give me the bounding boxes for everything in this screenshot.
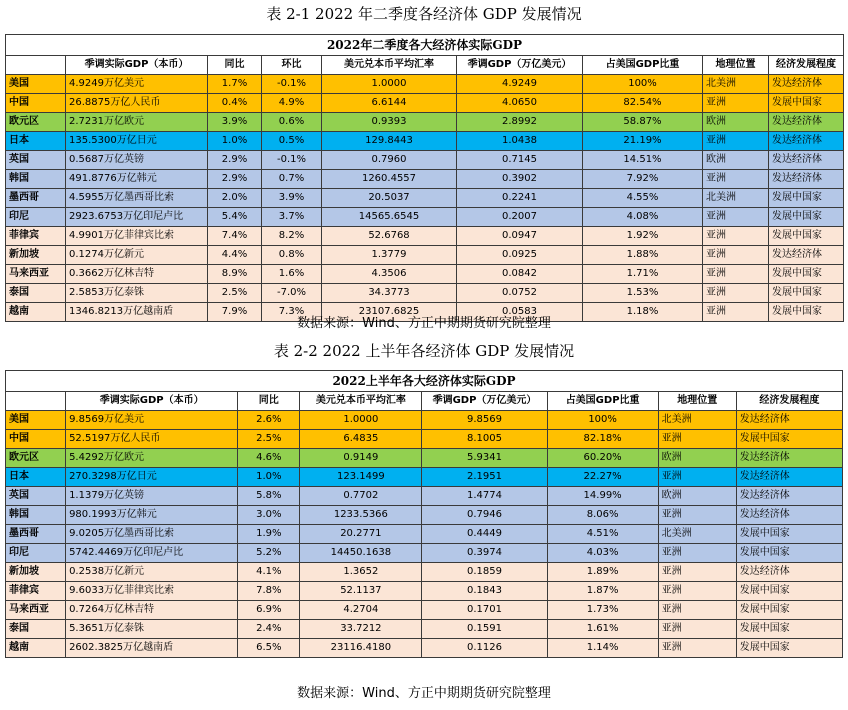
table-cell: 亚洲 bbox=[703, 284, 769, 303]
table-cell: 1.92% bbox=[583, 227, 703, 246]
table-cell: 5742.4469万亿印尼卢比 bbox=[66, 544, 238, 563]
table-cell: 4.5955万亿墨西哥比索 bbox=[66, 189, 208, 208]
column-header: 同比 bbox=[208, 56, 262, 75]
table-cell: 0.3662万亿林吉特 bbox=[66, 265, 208, 284]
economy-name: 日本 bbox=[6, 468, 66, 487]
table-cell: 23107.6825 bbox=[322, 303, 457, 322]
table-cell: 9.8569 bbox=[422, 411, 547, 430]
table-cell: 1.53% bbox=[583, 284, 703, 303]
table-cell: 7.8% bbox=[238, 582, 300, 601]
table-cell: 欧洲 bbox=[658, 449, 736, 468]
table-cell: 58.87% bbox=[583, 113, 703, 132]
table-cell: 4.0650 bbox=[457, 94, 583, 113]
economy-name: 墨西哥 bbox=[6, 525, 66, 544]
column-header bbox=[6, 56, 66, 75]
economy-name: 中国 bbox=[6, 94, 66, 113]
table-row bbox=[6, 151, 844, 170]
table-cell: 发达经济体 bbox=[769, 113, 844, 132]
economy-name: 美国 bbox=[6, 411, 66, 430]
table-cell: 33.7212 bbox=[300, 620, 422, 639]
table-cell: -0.1% bbox=[262, 75, 322, 94]
table-cell: 发展中国家 bbox=[736, 639, 842, 658]
table-cell: 8.9% bbox=[208, 265, 262, 284]
table-cell: 0.2241 bbox=[457, 189, 583, 208]
table-cell: 4.9249万亿美元 bbox=[66, 75, 208, 94]
column-header: 季调实际GDP（本币） bbox=[66, 56, 208, 75]
table-row bbox=[6, 94, 844, 113]
table-cell: 0.0752 bbox=[457, 284, 583, 303]
table-cell: 亚洲 bbox=[658, 430, 736, 449]
table-cell: 发达经济体 bbox=[769, 246, 844, 265]
table-cell: 2.5% bbox=[238, 430, 300, 449]
table-cell: 4.03% bbox=[547, 544, 658, 563]
table-cell: 82.54% bbox=[583, 94, 703, 113]
table-cell: 北美洲 bbox=[658, 525, 736, 544]
table-cell: 7.3% bbox=[262, 303, 322, 322]
table-cell: 亚洲 bbox=[658, 544, 736, 563]
table-cell: 欧洲 bbox=[703, 151, 769, 170]
table-row bbox=[6, 170, 844, 189]
table-cell: 0.2007 bbox=[457, 208, 583, 227]
table-cell: -7.0% bbox=[262, 284, 322, 303]
economy-name: 英国 bbox=[6, 487, 66, 506]
table-cell: 发展中国家 bbox=[769, 284, 844, 303]
economy-name: 越南 bbox=[6, 303, 66, 322]
table-cell: 8.1005 bbox=[422, 430, 547, 449]
table-row bbox=[6, 208, 844, 227]
table-cell: 14450.1638 bbox=[300, 544, 422, 563]
economy-name: 印尼 bbox=[6, 544, 66, 563]
table-cell: 100% bbox=[583, 75, 703, 94]
table-cell: 1.4774 bbox=[422, 487, 547, 506]
table-cell: 亚洲 bbox=[658, 563, 736, 582]
table-row bbox=[6, 411, 843, 430]
gdp-table-h1 bbox=[5, 370, 843, 658]
table-cell: 0.9393 bbox=[322, 113, 457, 132]
table-cell: 1.0% bbox=[238, 468, 300, 487]
table-cell: 1.89% bbox=[547, 563, 658, 582]
table-cell: 1.73% bbox=[547, 601, 658, 620]
table-cell: 发展中国家 bbox=[736, 430, 842, 449]
table-cell: 0.8% bbox=[262, 246, 322, 265]
economy-name: 英国 bbox=[6, 151, 66, 170]
table-cell: 5.4% bbox=[208, 208, 262, 227]
table-cell: 100% bbox=[547, 411, 658, 430]
column-header: 占美国GDP比重 bbox=[583, 56, 703, 75]
economy-name: 美国 bbox=[6, 75, 66, 94]
table-cell: 1.14% bbox=[547, 639, 658, 658]
table-cell: 9.8569万亿美元 bbox=[66, 411, 238, 430]
table-cell: 2602.3825万亿越南盾 bbox=[66, 639, 238, 658]
column-header: 地理位置 bbox=[703, 56, 769, 75]
table-row bbox=[6, 601, 843, 620]
header-row bbox=[6, 56, 844, 75]
table-cell: 2.9% bbox=[208, 170, 262, 189]
table-cell: 20.2771 bbox=[300, 525, 422, 544]
table-cell: 亚洲 bbox=[703, 265, 769, 284]
table-cell: 0.7946 bbox=[422, 506, 547, 525]
economy-name: 欧元区 bbox=[6, 449, 66, 468]
table-cell: 1.18% bbox=[583, 303, 703, 322]
table-row bbox=[6, 563, 843, 582]
economy-name: 中国 bbox=[6, 430, 66, 449]
column-header: 季调GDP（万亿美元） bbox=[422, 392, 547, 411]
table-cell: 1.9% bbox=[238, 525, 300, 544]
table-cell: 6.6144 bbox=[322, 94, 457, 113]
table-cell: 270.3298万亿日元 bbox=[66, 468, 238, 487]
table-cell: 135.5300万亿日元 bbox=[66, 132, 208, 151]
table-cell: 0.7960 bbox=[322, 151, 457, 170]
table-row bbox=[6, 582, 843, 601]
table-cell: 0.4449 bbox=[422, 525, 547, 544]
table-cell: 发达经济体 bbox=[769, 151, 844, 170]
table-cell: 52.6768 bbox=[322, 227, 457, 246]
table-cell: 0.1126 bbox=[422, 639, 547, 658]
table-row bbox=[6, 430, 843, 449]
table-title: 2022上半年各大经济体实际GDP bbox=[6, 371, 843, 392]
header-row bbox=[6, 392, 843, 411]
table-cell: 1.3779 bbox=[322, 246, 457, 265]
table-row bbox=[6, 620, 843, 639]
table-cell: 34.3773 bbox=[322, 284, 457, 303]
table-cell: 0.5% bbox=[262, 132, 322, 151]
table-cell: 亚洲 bbox=[658, 582, 736, 601]
table-cell: 1.3652 bbox=[300, 563, 422, 582]
table-cell: 发达经济体 bbox=[769, 75, 844, 94]
table-cell: 9.0205万亿墨西哥比索 bbox=[66, 525, 238, 544]
table-cell: 0.1843 bbox=[422, 582, 547, 601]
table-cell: 6.5% bbox=[238, 639, 300, 658]
table-cell: 亚洲 bbox=[703, 246, 769, 265]
table-cell: 亚洲 bbox=[658, 506, 736, 525]
table-cell: 0.9149 bbox=[300, 449, 422, 468]
column-header: 季调GDP（万亿美元） bbox=[457, 56, 583, 75]
column-header: 经济发展程度 bbox=[736, 392, 842, 411]
table-cell: 2.6% bbox=[238, 411, 300, 430]
table-cell: 0.7702 bbox=[300, 487, 422, 506]
gdp-table-q2 bbox=[5, 34, 844, 322]
table-cell: 8.2% bbox=[262, 227, 322, 246]
table-cell: 发达经济体 bbox=[769, 132, 844, 151]
table-cell: 1.0438 bbox=[457, 132, 583, 151]
table-row bbox=[6, 468, 843, 487]
table-cell: 1260.4557 bbox=[322, 170, 457, 189]
table-cell: 0.7145 bbox=[457, 151, 583, 170]
economy-name: 印尼 bbox=[6, 208, 66, 227]
economy-name: 新加坡 bbox=[6, 246, 66, 265]
table-cell: 6.9% bbox=[238, 601, 300, 620]
table-cell: 发展中国家 bbox=[769, 303, 844, 322]
table-cell: 0.0947 bbox=[457, 227, 583, 246]
table-cell: 5.2% bbox=[238, 544, 300, 563]
table-cell: 欧洲 bbox=[703, 113, 769, 132]
column-header: 美元兑本币平均汇率 bbox=[322, 56, 457, 75]
table-cell: 亚洲 bbox=[703, 208, 769, 227]
table-cell: 亚洲 bbox=[658, 468, 736, 487]
table-row bbox=[6, 246, 844, 265]
table-cell: 4.08% bbox=[583, 208, 703, 227]
table-cell: 4.3506 bbox=[322, 265, 457, 284]
table-cell: 北美洲 bbox=[658, 411, 736, 430]
table-row bbox=[6, 189, 844, 208]
table-cell: 1.1379万亿英镑 bbox=[66, 487, 238, 506]
table-cell: 发展中国家 bbox=[769, 208, 844, 227]
table-cell: 1346.8213万亿越南盾 bbox=[66, 303, 208, 322]
table-cell: 1.61% bbox=[547, 620, 658, 639]
table-cell: 3.0% bbox=[238, 506, 300, 525]
table-cell: 发达经济体 bbox=[736, 487, 842, 506]
table-cell: 2923.6753万亿印尼卢比 bbox=[66, 208, 208, 227]
table1-source: 数据来源：Wind、方正中期期货研究院整理 bbox=[297, 316, 551, 331]
table-cell: 4.55% bbox=[583, 189, 703, 208]
table-row bbox=[6, 487, 843, 506]
column-header: 地理位置 bbox=[658, 392, 736, 411]
table2-source: 数据来源：Wind、方正中期期货研究院整理 bbox=[297, 686, 551, 701]
table-cell: 52.5197万亿人民币 bbox=[66, 430, 238, 449]
table-cell: 亚洲 bbox=[703, 132, 769, 151]
table-row bbox=[6, 227, 844, 246]
column-header: 经济发展程度 bbox=[769, 56, 844, 75]
table-row bbox=[6, 113, 844, 132]
column-header: 季调实际GDP（本币） bbox=[66, 392, 238, 411]
table-cell: 发达经济体 bbox=[736, 506, 842, 525]
table-cell: 3.9% bbox=[262, 189, 322, 208]
table-cell: 4.9% bbox=[262, 94, 322, 113]
table-cell: 亚洲 bbox=[703, 94, 769, 113]
table-title: 2022年二季度各大经济体实际GDP bbox=[6, 35, 844, 56]
table-cell: 21.19% bbox=[583, 132, 703, 151]
table-cell: 发达经济体 bbox=[736, 411, 842, 430]
table-cell: 2.5853万亿泰铢 bbox=[66, 284, 208, 303]
table-cell: 发达经济体 bbox=[736, 468, 842, 487]
table-cell: 0.4% bbox=[208, 94, 262, 113]
table-row bbox=[6, 284, 844, 303]
table-cell: 发展中国家 bbox=[769, 265, 844, 284]
table-cell: 1233.5366 bbox=[300, 506, 422, 525]
table-cell: 0.2538万亿新元 bbox=[66, 563, 238, 582]
table-cell: 0.5687万亿英镑 bbox=[66, 151, 208, 170]
table-cell: 0.7264万亿林吉特 bbox=[66, 601, 238, 620]
table-cell: 2.4% bbox=[238, 620, 300, 639]
table-cell: 7.4% bbox=[208, 227, 262, 246]
table-cell: 发展中国家 bbox=[736, 582, 842, 601]
table-cell: 14.99% bbox=[547, 487, 658, 506]
table-cell: 980.1993万亿韩元 bbox=[66, 506, 238, 525]
table-cell: 0.3902 bbox=[457, 170, 583, 189]
table-cell: 14.51% bbox=[583, 151, 703, 170]
economy-name: 欧元区 bbox=[6, 113, 66, 132]
column-header: 美元兑本币平均汇率 bbox=[300, 392, 422, 411]
table-cell: 1.0000 bbox=[300, 411, 422, 430]
economy-name: 菲律宾 bbox=[6, 227, 66, 246]
table-row bbox=[6, 544, 843, 563]
column-header: 同比 bbox=[238, 392, 300, 411]
table-cell: 5.3651万亿泰铢 bbox=[66, 620, 238, 639]
table-cell: 0.6% bbox=[262, 113, 322, 132]
table-row bbox=[6, 449, 843, 468]
table-cell: 发展中国家 bbox=[769, 94, 844, 113]
table-cell: 14565.6545 bbox=[322, 208, 457, 227]
table-cell: 52.1137 bbox=[300, 582, 422, 601]
table-row bbox=[6, 75, 844, 94]
table-cell: 4.4% bbox=[208, 246, 262, 265]
table-cell: 北美洲 bbox=[703, 189, 769, 208]
table-cell: -0.1% bbox=[262, 151, 322, 170]
table-cell: 亚洲 bbox=[658, 620, 736, 639]
economy-name: 韩国 bbox=[6, 506, 66, 525]
table-row bbox=[6, 506, 843, 525]
table-cell: 亚洲 bbox=[703, 170, 769, 189]
table-cell: 4.9249 bbox=[457, 75, 583, 94]
table-cell: 1.7% bbox=[208, 75, 262, 94]
table-cell: 发展中国家 bbox=[769, 227, 844, 246]
table-cell: 0.0925 bbox=[457, 246, 583, 265]
table-cell: 7.92% bbox=[583, 170, 703, 189]
table-cell: 2.0% bbox=[208, 189, 262, 208]
table-cell: 亚洲 bbox=[703, 227, 769, 246]
table-cell: 23116.4180 bbox=[300, 639, 422, 658]
table-cell: 2.8992 bbox=[457, 113, 583, 132]
table-cell: 6.4835 bbox=[300, 430, 422, 449]
column-header: 占美国GDP比重 bbox=[547, 392, 658, 411]
economy-name: 越南 bbox=[6, 639, 66, 658]
table-cell: 2.1951 bbox=[422, 468, 547, 487]
table1-caption: 表 2-1 2022 年二季度各经济体 GDP 发展情况 bbox=[266, 5, 582, 23]
table-cell: 2.5% bbox=[208, 284, 262, 303]
table-cell: 北美洲 bbox=[703, 75, 769, 94]
table-cell: 2.9% bbox=[208, 151, 262, 170]
economy-name: 日本 bbox=[6, 132, 66, 151]
table-cell: 0.3974 bbox=[422, 544, 547, 563]
table-cell: 4.1% bbox=[238, 563, 300, 582]
table-cell: 亚洲 bbox=[658, 639, 736, 658]
economy-name: 韩国 bbox=[6, 170, 66, 189]
table-cell: 22.27% bbox=[547, 468, 658, 487]
table-cell: 1.71% bbox=[583, 265, 703, 284]
table-cell: 1.0000 bbox=[322, 75, 457, 94]
table-cell: 123.1499 bbox=[300, 468, 422, 487]
table-cell: 0.1274万亿新元 bbox=[66, 246, 208, 265]
table-cell: 欧洲 bbox=[658, 487, 736, 506]
table-cell: 1.88% bbox=[583, 246, 703, 265]
table-row bbox=[6, 132, 844, 151]
economy-name: 泰国 bbox=[6, 620, 66, 639]
economy-name: 菲律宾 bbox=[6, 582, 66, 601]
table-cell: 129.8443 bbox=[322, 132, 457, 151]
table-cell: 7.9% bbox=[208, 303, 262, 322]
table-cell: 0.1701 bbox=[422, 601, 547, 620]
table-cell: 8.06% bbox=[547, 506, 658, 525]
economy-name: 墨西哥 bbox=[6, 189, 66, 208]
table-cell: 4.2704 bbox=[300, 601, 422, 620]
table-cell: 0.7% bbox=[262, 170, 322, 189]
economy-name: 新加坡 bbox=[6, 563, 66, 582]
table-cell: 26.8875万亿人民币 bbox=[66, 94, 208, 113]
table-cell: 2.7231万亿欧元 bbox=[66, 113, 208, 132]
table-cell: 5.4292万亿欧元 bbox=[66, 449, 238, 468]
table-row bbox=[6, 265, 844, 284]
table-cell: 发展中国家 bbox=[769, 189, 844, 208]
table-cell: 0.1591 bbox=[422, 620, 547, 639]
table-cell: 9.6033万亿菲律宾比索 bbox=[66, 582, 238, 601]
economy-name: 泰国 bbox=[6, 284, 66, 303]
table-cell: 491.8776万亿韩元 bbox=[66, 170, 208, 189]
column-header: 环比 bbox=[262, 56, 322, 75]
table-cell: 4.9901万亿菲律宾比索 bbox=[66, 227, 208, 246]
economy-name: 马来西亚 bbox=[6, 265, 66, 284]
table-cell: 3.9% bbox=[208, 113, 262, 132]
table-cell: 4.51% bbox=[547, 525, 658, 544]
table-cell: 0.0842 bbox=[457, 265, 583, 284]
table-cell: 0.0583 bbox=[457, 303, 583, 322]
table2-caption: 表 2-2 2022 上半年各经济体 GDP 发展情况 bbox=[273, 342, 575, 360]
table-cell: 4.6% bbox=[238, 449, 300, 468]
table-cell: 发展中国家 bbox=[736, 601, 842, 620]
table-row bbox=[6, 525, 843, 544]
table-cell: 1.0% bbox=[208, 132, 262, 151]
table-cell: 60.20% bbox=[547, 449, 658, 468]
table-cell: 发展中国家 bbox=[736, 620, 842, 639]
table-cell: 发展中国家 bbox=[736, 544, 842, 563]
table-row bbox=[6, 639, 843, 658]
table-cell: 发达经济体 bbox=[736, 449, 842, 468]
table-cell: 20.5037 bbox=[322, 189, 457, 208]
table-cell: 发达经济体 bbox=[769, 170, 844, 189]
economy-name: 马来西亚 bbox=[6, 601, 66, 620]
table-cell: 3.7% bbox=[262, 208, 322, 227]
table-cell: 1.6% bbox=[262, 265, 322, 284]
table-cell: 82.18% bbox=[547, 430, 658, 449]
table-cell: 亚洲 bbox=[703, 303, 769, 322]
table-cell: 亚洲 bbox=[658, 601, 736, 620]
table-cell: 1.87% bbox=[547, 582, 658, 601]
table-cell: 5.8% bbox=[238, 487, 300, 506]
column-header bbox=[6, 392, 66, 411]
table-cell: 发展中国家 bbox=[736, 525, 842, 544]
table-cell: 0.1859 bbox=[422, 563, 547, 582]
table-cell: 发达经济体 bbox=[736, 563, 842, 582]
table-cell: 5.9341 bbox=[422, 449, 547, 468]
